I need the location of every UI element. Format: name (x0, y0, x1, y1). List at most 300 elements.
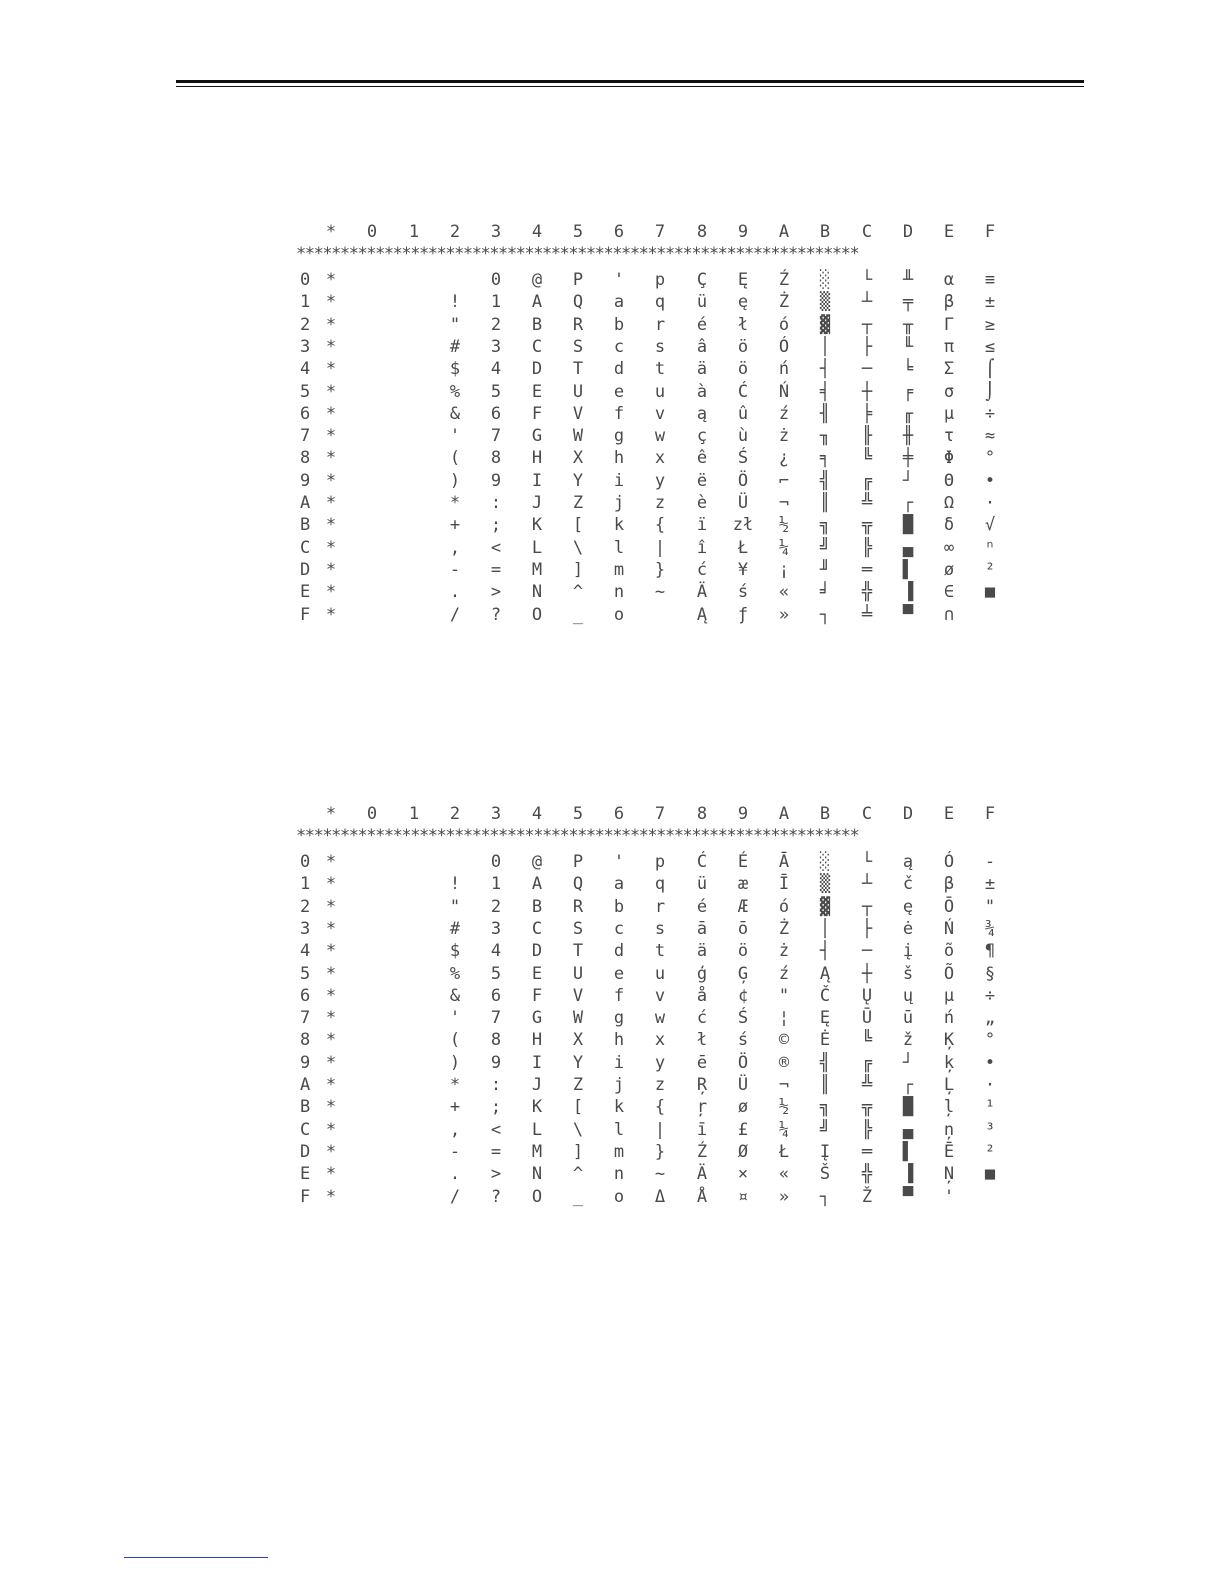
table-cell: @ (531, 852, 543, 872)
table-cell: ¿ (778, 448, 790, 469)
table-cell: 4 (490, 359, 502, 380)
table-cell: ¦ (778, 1008, 790, 1029)
table-cell: ▓ (819, 896, 831, 917)
table-cell: + (449, 515, 461, 536)
table-cell: à (696, 381, 708, 402)
table-cell: u (654, 963, 666, 984)
table-cell: F (531, 403, 543, 424)
table-cell: ė (902, 918, 914, 939)
table-cell: 8 (490, 1030, 502, 1051)
table-cell: b (613, 314, 625, 335)
table-cell: ╜ (819, 559, 831, 580)
table-cell: ë (696, 470, 708, 491)
column-header: 0 (366, 804, 378, 824)
table-cell: Ø (737, 1141, 749, 1162)
table-cell: ¹ (984, 1097, 996, 1118)
table-cell: Ę (737, 270, 749, 290)
table-cell: × (737, 1164, 749, 1185)
table-cell: ' (943, 1186, 955, 1207)
table-cell: 5 (490, 381, 502, 402)
table-cell: ┴ (861, 874, 873, 895)
table-cell: ķ (943, 1052, 955, 1073)
table-cell: ⌡ (984, 381, 996, 402)
table-cell: ┌ (902, 493, 914, 513)
row-star: * (325, 470, 337, 491)
row-star: * (325, 896, 337, 917)
table-cell: 1 (490, 292, 502, 313)
row-header: D (300, 1141, 311, 1162)
table-cell: 1 (490, 874, 502, 895)
column-header: D (902, 804, 914, 824)
table-cell: ® (778, 1052, 790, 1073)
table-cell: ~ (654, 1164, 666, 1185)
table-cell: ÷ (984, 985, 996, 1006)
table-cell: ╝ (819, 1119, 831, 1140)
column-header: 2 (449, 222, 461, 242)
table-cell: J (531, 1075, 543, 1095)
table-cell: Ä (696, 582, 708, 603)
table-cell: B (531, 896, 543, 917)
row-header: 4 (300, 941, 311, 962)
table-cell: ┘ (902, 470, 914, 491)
table-cell: 8 (490, 448, 502, 469)
table-cell: ╘ (902, 359, 914, 380)
table-cell: U (572, 381, 584, 402)
table-cell: ╗ (819, 1097, 831, 1118)
table-cell: : (490, 493, 502, 513)
table-cell: ó (778, 896, 790, 917)
table-cell: ∈ (943, 582, 955, 603)
row-header: 4 (300, 359, 311, 380)
table-cell: u (654, 381, 666, 402)
table-cell: a (613, 874, 625, 895)
table-cell: ] (572, 1141, 584, 1162)
table-cell: „ (984, 1008, 996, 1029)
table-cell: d (613, 359, 625, 380)
table-cell: Ļ (943, 1075, 955, 1095)
row-header: 1 (300, 874, 311, 895)
table-cell: § (984, 963, 996, 984)
table-cell: õ (943, 941, 955, 962)
table-cell: j (613, 1075, 625, 1095)
table-cell: └ (861, 270, 873, 290)
row-header: 0 (300, 852, 311, 872)
table-cell: Ž (861, 1186, 873, 1207)
table-cell: · (984, 493, 996, 513)
table-cell: ┘ (902, 1052, 914, 1073)
table-cell: ) (449, 470, 461, 491)
column-header: * (325, 804, 337, 824)
table-cell: ∩ (943, 604, 955, 625)
row-header: E (300, 1164, 311, 1185)
table-cell: / (449, 604, 461, 625)
row-star: * (325, 493, 337, 513)
table-cell: & (449, 985, 461, 1006)
table-cell: " (984, 896, 996, 917)
table-cell: + (449, 1097, 461, 1118)
table-cell: Ć (696, 852, 708, 872)
table-cell: Z (572, 1075, 584, 1095)
table-cell: \ (572, 537, 584, 558)
table-cell: l (613, 1119, 625, 1140)
table-cell: Ö (737, 470, 749, 491)
table-cell: Į (819, 1141, 831, 1162)
table-cell: ' (613, 270, 625, 290)
row-star: * (325, 963, 337, 984)
table-cell: 0 (490, 852, 502, 872)
table-cell: ─ (861, 941, 873, 962)
table-cell: i (613, 1052, 625, 1073)
table-cell: • (984, 470, 996, 491)
table-cell: ś (737, 582, 749, 603)
table-cell: ⌐ (778, 470, 790, 491)
table-cell: p (654, 270, 666, 290)
table-cell: ╛ (819, 582, 831, 603)
table-cell: Ó (778, 336, 790, 357)
table-cell: ▒ (819, 874, 831, 895)
table-cell: ╪ (902, 448, 914, 469)
table-cell: ╓ (902, 403, 914, 424)
table-cell: t (654, 359, 666, 380)
table-cell: * (449, 493, 461, 513)
table-cell: w (654, 1008, 666, 1029)
table-cell: " (778, 985, 790, 1006)
table-cell: ģ (696, 963, 708, 984)
table-cell: e (613, 381, 625, 402)
table-cell: Ż (778, 918, 790, 939)
separator-star-line: **************************************************************** (296, 826, 859, 846)
table-cell: / (449, 1186, 461, 1207)
column-header: C (861, 222, 873, 242)
column-header: E (943, 222, 955, 242)
table-cell: G (531, 426, 543, 447)
table-cell: │ (819, 336, 831, 357)
table-cell: Ų (861, 985, 873, 1006)
table-cell: ' (449, 426, 461, 447)
column-header: 8 (696, 222, 708, 242)
table-cell: Ķ (943, 1030, 955, 1051)
table-cell: é (696, 314, 708, 335)
table-cell: M (531, 559, 543, 580)
row-header: 3 (300, 918, 311, 939)
table-cell: ≥ (984, 314, 996, 335)
table-cell: ) (449, 1052, 461, 1073)
row-header: 6 (300, 985, 311, 1006)
table-cell: ½ (778, 515, 790, 536)
table-cell: ▀ (902, 1186, 914, 1207)
table-cell: ą (696, 403, 708, 424)
table-cell: ļ (943, 1097, 955, 1118)
table-cell: { (654, 1097, 666, 1118)
column-header: 0 (366, 222, 378, 242)
table-cell: P (572, 852, 584, 872)
table-cell: ¡ (778, 559, 790, 580)
table-cell: ¼ (778, 537, 790, 558)
table-cell: ╕ (819, 448, 831, 469)
table-cell: I (531, 470, 543, 491)
table-cell: ┐ (819, 1186, 831, 1207)
table-cell: Σ (943, 359, 955, 380)
table-cell: ° (984, 1030, 996, 1051)
column-header: 6 (613, 804, 625, 824)
table-cell: w (654, 426, 666, 447)
table-cell: ▓ (819, 314, 831, 335)
table-cell: Å (696, 1186, 708, 1207)
row-header: C (300, 1119, 311, 1140)
table-cell: . (449, 1164, 461, 1185)
table-cell: | (654, 1119, 666, 1140)
table-cell: Ē (943, 1141, 955, 1162)
table-cell: ╣ (819, 470, 831, 491)
column-header: 4 (531, 222, 543, 242)
table-cell: ' (613, 852, 625, 872)
column-header: E (943, 804, 955, 824)
table-cell: c (613, 918, 625, 939)
table-cell: R (572, 896, 584, 917)
table-cell: δ (943, 515, 955, 536)
table-cell: ╩ (861, 1075, 873, 1095)
table-cell: ½ (778, 1097, 790, 1118)
table-cell: ║ (819, 1075, 831, 1095)
table-cell: ▀ (902, 604, 914, 625)
table-cell: Y (572, 1052, 584, 1073)
table-cell: ─ (861, 359, 873, 380)
table-cell: Ś (737, 448, 749, 469)
table-cell: p (654, 852, 666, 872)
table-cell: é (696, 896, 708, 917)
row-header: A (300, 493, 311, 513)
table-cell: ╔ (861, 1052, 873, 1073)
column-header: B (819, 222, 831, 242)
table-cell: b (613, 896, 625, 917)
table-cell: 7 (490, 426, 502, 447)
table-cell: z (654, 1075, 666, 1095)
column-header: 3 (490, 804, 502, 824)
table-cell: 2 (490, 896, 502, 917)
table-cell: ╦ (861, 515, 873, 536)
table-cell: A (531, 874, 543, 895)
column-header: B (819, 804, 831, 824)
table-cell: a (613, 292, 625, 313)
table-cell: q (654, 874, 666, 895)
table-cell: T (572, 941, 584, 962)
table-cell: Ā (778, 852, 790, 872)
table-cell: ö (737, 336, 749, 357)
row-header: 8 (300, 448, 311, 469)
table-cell: W (572, 426, 584, 447)
table-cell: = (490, 559, 502, 580)
table-cell: v (654, 985, 666, 1006)
table-cell: ī (696, 1119, 708, 1140)
column-header: 4 (531, 804, 543, 824)
table-cell: ▌ (902, 1141, 914, 1162)
table-cell: z (654, 493, 666, 513)
table-cell: q (654, 292, 666, 313)
table-cell: β (943, 292, 955, 313)
table-cell: » (778, 604, 790, 625)
table-cell: ž (902, 1030, 914, 1051)
table-cell: Ä (696, 1164, 708, 1185)
table-cell: ø (737, 1097, 749, 1118)
table-cell: ż (778, 941, 790, 962)
table-cell: D (531, 359, 543, 380)
table-cell: } (654, 559, 666, 580)
column-header: A (778, 804, 790, 824)
row-star: * (325, 918, 337, 939)
row-header: B (300, 515, 311, 536)
table-cell: Q (572, 874, 584, 895)
table-cell: » (778, 1186, 790, 1207)
table-cell: µ (943, 403, 955, 424)
table-cell: █ (902, 1097, 914, 1118)
table-cell: û (737, 403, 749, 424)
table-cell: č (902, 874, 914, 895)
row-star: * (325, 1030, 337, 1051)
table-cell: Ņ (943, 1164, 955, 1185)
table-cell: ƒ (737, 604, 749, 625)
table-cell: f (613, 985, 625, 1006)
table-cell: ▒ (819, 292, 831, 313)
row-header: C (300, 537, 311, 558)
table-cell: 5 (490, 963, 502, 984)
table-cell: R (572, 314, 584, 335)
table-cell: $ (449, 359, 461, 380)
row-header: 0 (300, 270, 311, 290)
table-cell: ź (778, 963, 790, 984)
table-cell: ░ (819, 852, 831, 872)
column-header: C (861, 804, 873, 824)
table-cell: ¼ (778, 1119, 790, 1140)
table-cell: ? (490, 604, 502, 625)
table-cell: ¢ (737, 985, 749, 1006)
table-cell: ╩ (861, 493, 873, 513)
table-cell: 6 (490, 403, 502, 424)
table-cell: Y (572, 470, 584, 491)
column-header: D (902, 222, 914, 242)
table-cell: H (531, 448, 543, 469)
table-cell: ! (449, 292, 461, 313)
table-cell: ≈ (984, 426, 996, 447)
column-header: 9 (737, 222, 749, 242)
table-cell: Δ (654, 1186, 666, 1207)
table-cell: ¾ (984, 918, 996, 939)
table-cell: ' (449, 1008, 461, 1029)
row-header: 2 (300, 314, 311, 335)
table-cell: Ł (737, 537, 749, 558)
table-cell: • (984, 1052, 996, 1073)
table-cell: % (449, 381, 461, 402)
row-header: F (300, 604, 311, 625)
table-cell: i (613, 470, 625, 491)
table-cell: ] (572, 559, 584, 580)
column-header: 6 (613, 222, 625, 242)
table-cell: r (654, 314, 666, 335)
table-cell: ( (449, 1030, 461, 1051)
table-cell: O (531, 1186, 543, 1207)
table-cell: > (490, 582, 502, 603)
table-cell: L (531, 537, 543, 558)
table-cell: « (778, 582, 790, 603)
table-cell: Ź (778, 270, 790, 290)
footer-link-underline[interactable] (124, 1557, 268, 1558)
table-cell: V (572, 985, 584, 1006)
table-cell: s (654, 336, 666, 357)
table-cell: ▌ (902, 559, 914, 580)
table-cell: e (613, 963, 625, 984)
table-cell: Ė (819, 1030, 831, 1051)
row-star: * (325, 270, 337, 290)
table-cell: N (531, 582, 543, 603)
table-cell: . (449, 582, 461, 603)
row-star: * (325, 582, 337, 603)
table-cell: E (531, 381, 543, 402)
table-cell: ŗ (696, 1097, 708, 1118)
table-cell: ╒ (902, 381, 914, 402)
table-cell: ź (778, 403, 790, 424)
table-cell: ó (778, 314, 790, 335)
table-cell: ╙ (902, 336, 914, 357)
table-cell: ■ (984, 1164, 996, 1185)
table-cell: k (613, 1097, 625, 1118)
table-cell: ╡ (819, 381, 831, 402)
table-cell: ś (737, 1030, 749, 1051)
table-cell: " (449, 314, 461, 335)
row-star: * (325, 985, 337, 1006)
table-cell: ³ (984, 1119, 996, 1140)
table-cell: ┼ (861, 381, 873, 402)
table-cell: ø (943, 559, 955, 580)
table-cell: ù (737, 426, 749, 447)
row-star: * (325, 314, 337, 335)
table-cell: x (654, 1030, 666, 1051)
table-cell: ├ (861, 918, 873, 939)
table-cell: ╨ (902, 270, 914, 290)
table-cell: ▐ (902, 1164, 914, 1185)
table-cell: ░ (819, 270, 831, 290)
row-header: F (300, 1186, 311, 1207)
table-cell: σ (943, 381, 955, 402)
table-cell: Γ (943, 314, 955, 335)
table-cell: : (490, 1075, 502, 1095)
table-cell: É (737, 852, 749, 872)
table-cell: Ω (943, 493, 955, 513)
row-header: D (300, 559, 311, 580)
table-cell: X (572, 1030, 584, 1051)
table-cell: ┬ (861, 896, 873, 917)
table-cell: Æ (737, 896, 749, 917)
table-cell: ¥ (737, 559, 749, 580)
column-header: 3 (490, 222, 502, 242)
table-cell: F (531, 985, 543, 1006)
column-header: A (778, 222, 790, 242)
table-cell: ╔ (861, 470, 873, 491)
table-cell: J (531, 493, 543, 513)
table-cell: N (531, 1164, 543, 1185)
table-cell: ╠ (861, 537, 873, 558)
table-cell: å (696, 985, 708, 1006)
row-star: * (325, 1008, 337, 1029)
row-star: * (325, 559, 337, 580)
row-star: * (325, 381, 337, 402)
row-header: 9 (300, 1052, 311, 1073)
table-cell: v (654, 403, 666, 424)
table-cell: ╬ (861, 582, 873, 603)
column-header: F (984, 804, 996, 824)
table-cell: 0 (490, 270, 502, 290)
table-cell: Θ (943, 470, 955, 491)
row-header: 5 (300, 963, 311, 984)
row-star: * (325, 537, 337, 558)
